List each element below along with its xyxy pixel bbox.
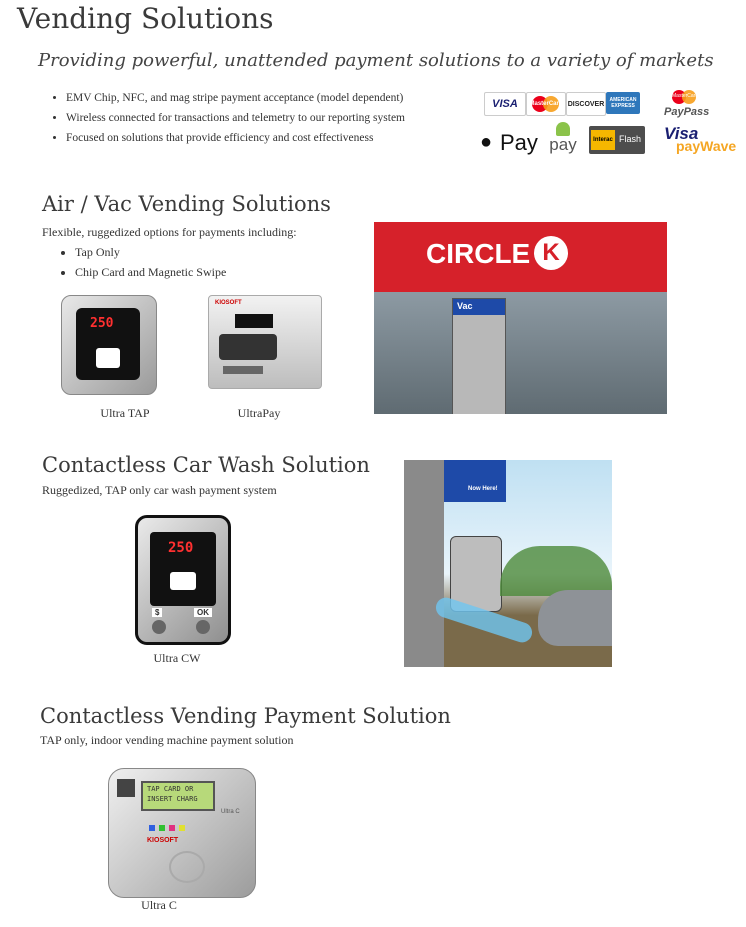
paypass-mc-text: MasterCard bbox=[672, 93, 699, 99]
paypass-text: PayPass bbox=[664, 106, 710, 118]
ultra-c-brand: KIOSOFT bbox=[147, 837, 179, 844]
visa-logo bbox=[484, 92, 526, 116]
ultra-c-screen-line2: INSERT CHARG bbox=[147, 795, 198, 803]
contactless-icon bbox=[170, 572, 196, 590]
ultra-cw-coin-label: $ bbox=[152, 608, 162, 617]
circlek-k-logo: K bbox=[534, 236, 568, 270]
amex-logo bbox=[606, 92, 640, 114]
visa-logo-text: VISA bbox=[492, 98, 518, 110]
mastercard-logo-text: MasterCard bbox=[529, 101, 563, 107]
ultra-tap-caption: Ultra TAP bbox=[100, 406, 150, 420]
carwash-banner-text: Now Here! bbox=[468, 486, 498, 492]
flash-text: Flash bbox=[619, 134, 642, 144]
ultrapay-caption: UltraPay bbox=[237, 406, 281, 420]
interac-text: Interac bbox=[591, 130, 615, 150]
discover-logo-text: DISCOVER bbox=[567, 100, 605, 108]
circlek-station-photo bbox=[374, 222, 667, 414]
carwash-title: Contactless Car Wash Solution bbox=[42, 453, 370, 477]
carwash-desc: Ruggedized, TAP only car wash payment system bbox=[42, 483, 277, 497]
android-pay-text: pay bbox=[549, 135, 577, 154]
carwash-scene-photo bbox=[404, 460, 612, 667]
page-title: Vending Solutions bbox=[17, 2, 274, 35]
ultra-cw-device-image bbox=[135, 515, 231, 645]
page-tagline: Providing powerful, unattended payment solutions to a variety of markets bbox=[38, 50, 714, 71]
android-icon bbox=[556, 122, 570, 136]
ultra-c-screen-line1: TAP CARD OR bbox=[147, 785, 194, 793]
discover-logo bbox=[566, 92, 606, 116]
ultrapay-brand: KIOSOFT bbox=[215, 300, 242, 306]
ultra-c-device-image bbox=[108, 768, 256, 898]
apple-pay-logo bbox=[480, 128, 538, 158]
apple-icon: ● bbox=[480, 131, 493, 153]
contactless-icon bbox=[96, 348, 120, 368]
option-item: • Chip Card and Magnetic Swipe bbox=[75, 262, 226, 282]
paywave-text: payWave bbox=[676, 138, 737, 154]
paypass-logo bbox=[664, 90, 712, 120]
ultra-cw-caption: Ultra CW bbox=[153, 651, 201, 665]
ultra-c-device-label: Ultra C bbox=[221, 809, 240, 815]
feature-item: • Wireless connected for transactions and telemetry to our reporting system bbox=[66, 108, 405, 128]
amex-logo-text: AMERICAN EXPRESS bbox=[609, 97, 637, 109]
ultra-cw-ok-label: OK bbox=[194, 608, 212, 617]
android-pay-logo bbox=[545, 122, 581, 158]
vending-desc: TAP only, indoor vending machine payment solution bbox=[40, 733, 294, 747]
interac-flash-logo bbox=[589, 126, 645, 154]
circlek-sign-text: CIRCLE bbox=[426, 238, 531, 269]
airvac-options bbox=[55, 242, 226, 282]
ultrapay-device-image bbox=[208, 295, 322, 389]
apple-pay-text: Pay bbox=[500, 130, 538, 155]
option-item: • Tap Only bbox=[75, 242, 226, 262]
vending-title: Contactless Vending Payment Solution bbox=[40, 704, 451, 728]
airvac-desc: Flexible, ruggedized options for payments including: bbox=[42, 225, 297, 239]
ultra-c-caption: Ultra C bbox=[141, 898, 177, 912]
ultra-tap-device-image bbox=[61, 295, 157, 395]
ultra-tap-display: 250 bbox=[90, 316, 114, 331]
ultra-cw-display: 250 bbox=[168, 540, 194, 556]
contactless-icon bbox=[169, 851, 205, 883]
airvac-title: Air / Vac Vending Solutions bbox=[42, 192, 331, 216]
mastercard-logo bbox=[526, 92, 566, 116]
status-lights bbox=[149, 825, 189, 831]
visa-paywave-logo bbox=[664, 124, 744, 158]
vac-pump bbox=[452, 298, 506, 414]
visa-wave-text: Visa bbox=[664, 124, 699, 143]
vac-pump-label: Vac bbox=[457, 301, 473, 311]
feature-item: • EMV Chip, NFC, and mag stripe payment acceptance (model dependent) bbox=[66, 88, 405, 108]
feature-item: • Focused on solutions that provide efficiency and cost effectiveness bbox=[66, 128, 405, 148]
feature-list bbox=[46, 88, 405, 148]
